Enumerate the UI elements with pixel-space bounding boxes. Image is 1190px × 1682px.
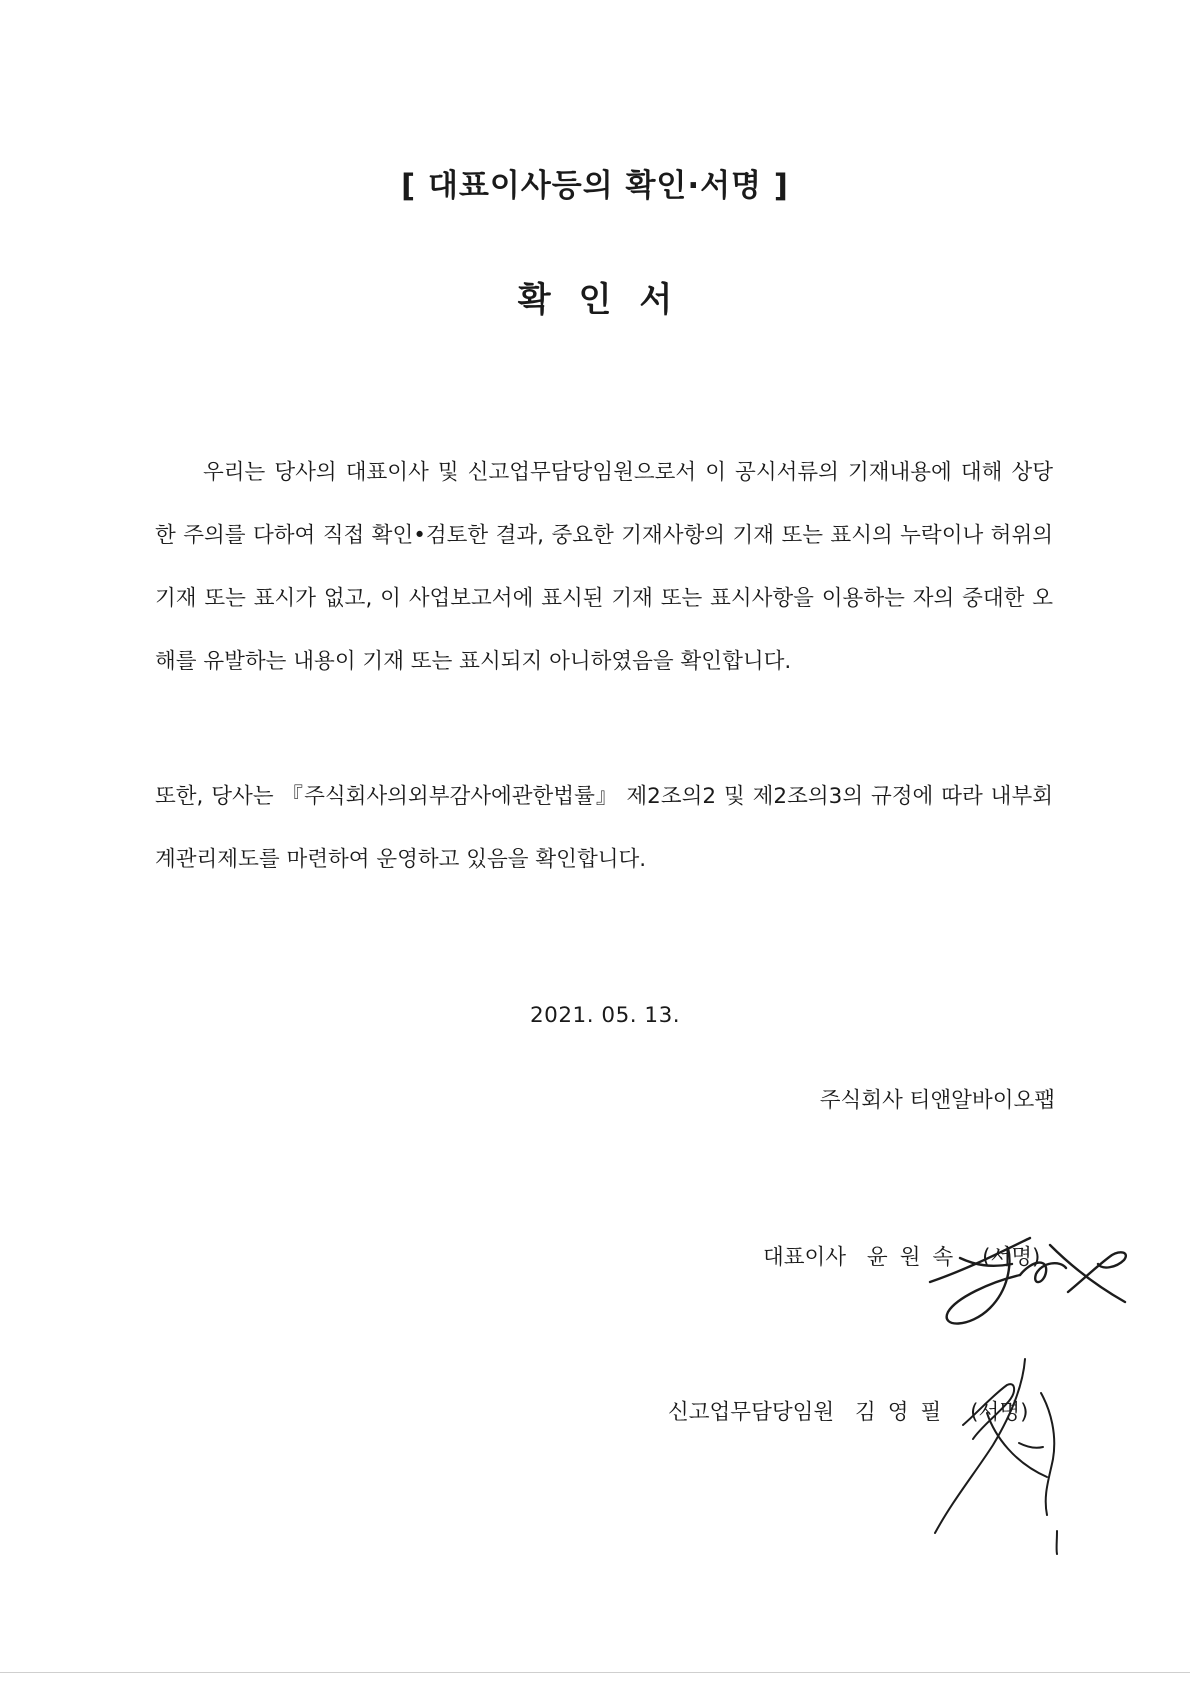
- signature-label: (서명): [982, 1245, 1041, 1270]
- ceo-handwritten-signature: [920, 1220, 1145, 1340]
- officer-handwritten-signature: [915, 1355, 1075, 1555]
- document-date: 2021. 05. 13.: [530, 1003, 681, 1028]
- page-bottom-edge: [0, 1672, 1190, 1673]
- signatory-role: 신고업무담당임원: [668, 1400, 835, 1425]
- company-name: 주식회사 티앤알바이오팹: [819, 1088, 1055, 1113]
- internal-control-paragraph: 또한, 당사는 『주식회사의외부감사에관한법률』 제2조의2 및 제2조의3의 규정에 따라 내부회계관리제도를 마련하여 운영하고 있음을 확인합니다.: [155, 784, 1053, 872]
- signatory-name: 김영필: [855, 1400, 954, 1425]
- signature-line-ceo: [763, 1240, 1040, 1271]
- signature-label: (서명): [970, 1400, 1029, 1425]
- signature-line-officer: [668, 1395, 1028, 1426]
- confirmation-paragraph: 우리는 당사의 대표이사 및 신고업무담당임원으로서 이 공시서류의 기재내용에 대해 상당한 주의를 다하여 직접 확인•검토한 결과, 중요한 기재사항의 기재 또는 표시의 누락이나 허위의 기재 또는 표시가 없고, 이 사업보고서에 표시된 기재 또는 표시사항을 이용하는 자의 중대한 오해를 유발하는 내용이 기재 또는 표시되지 아니하였음을 확인합니다.: [155, 460, 1053, 674]
- signatory-name: 윤원속: [866, 1245, 966, 1270]
- document-title: 확인서: [517, 280, 701, 320]
- header-title: [ 대표이사등의 확인·서명 ]: [401, 168, 789, 204]
- signatory-role: 대표이사: [763, 1245, 847, 1270]
